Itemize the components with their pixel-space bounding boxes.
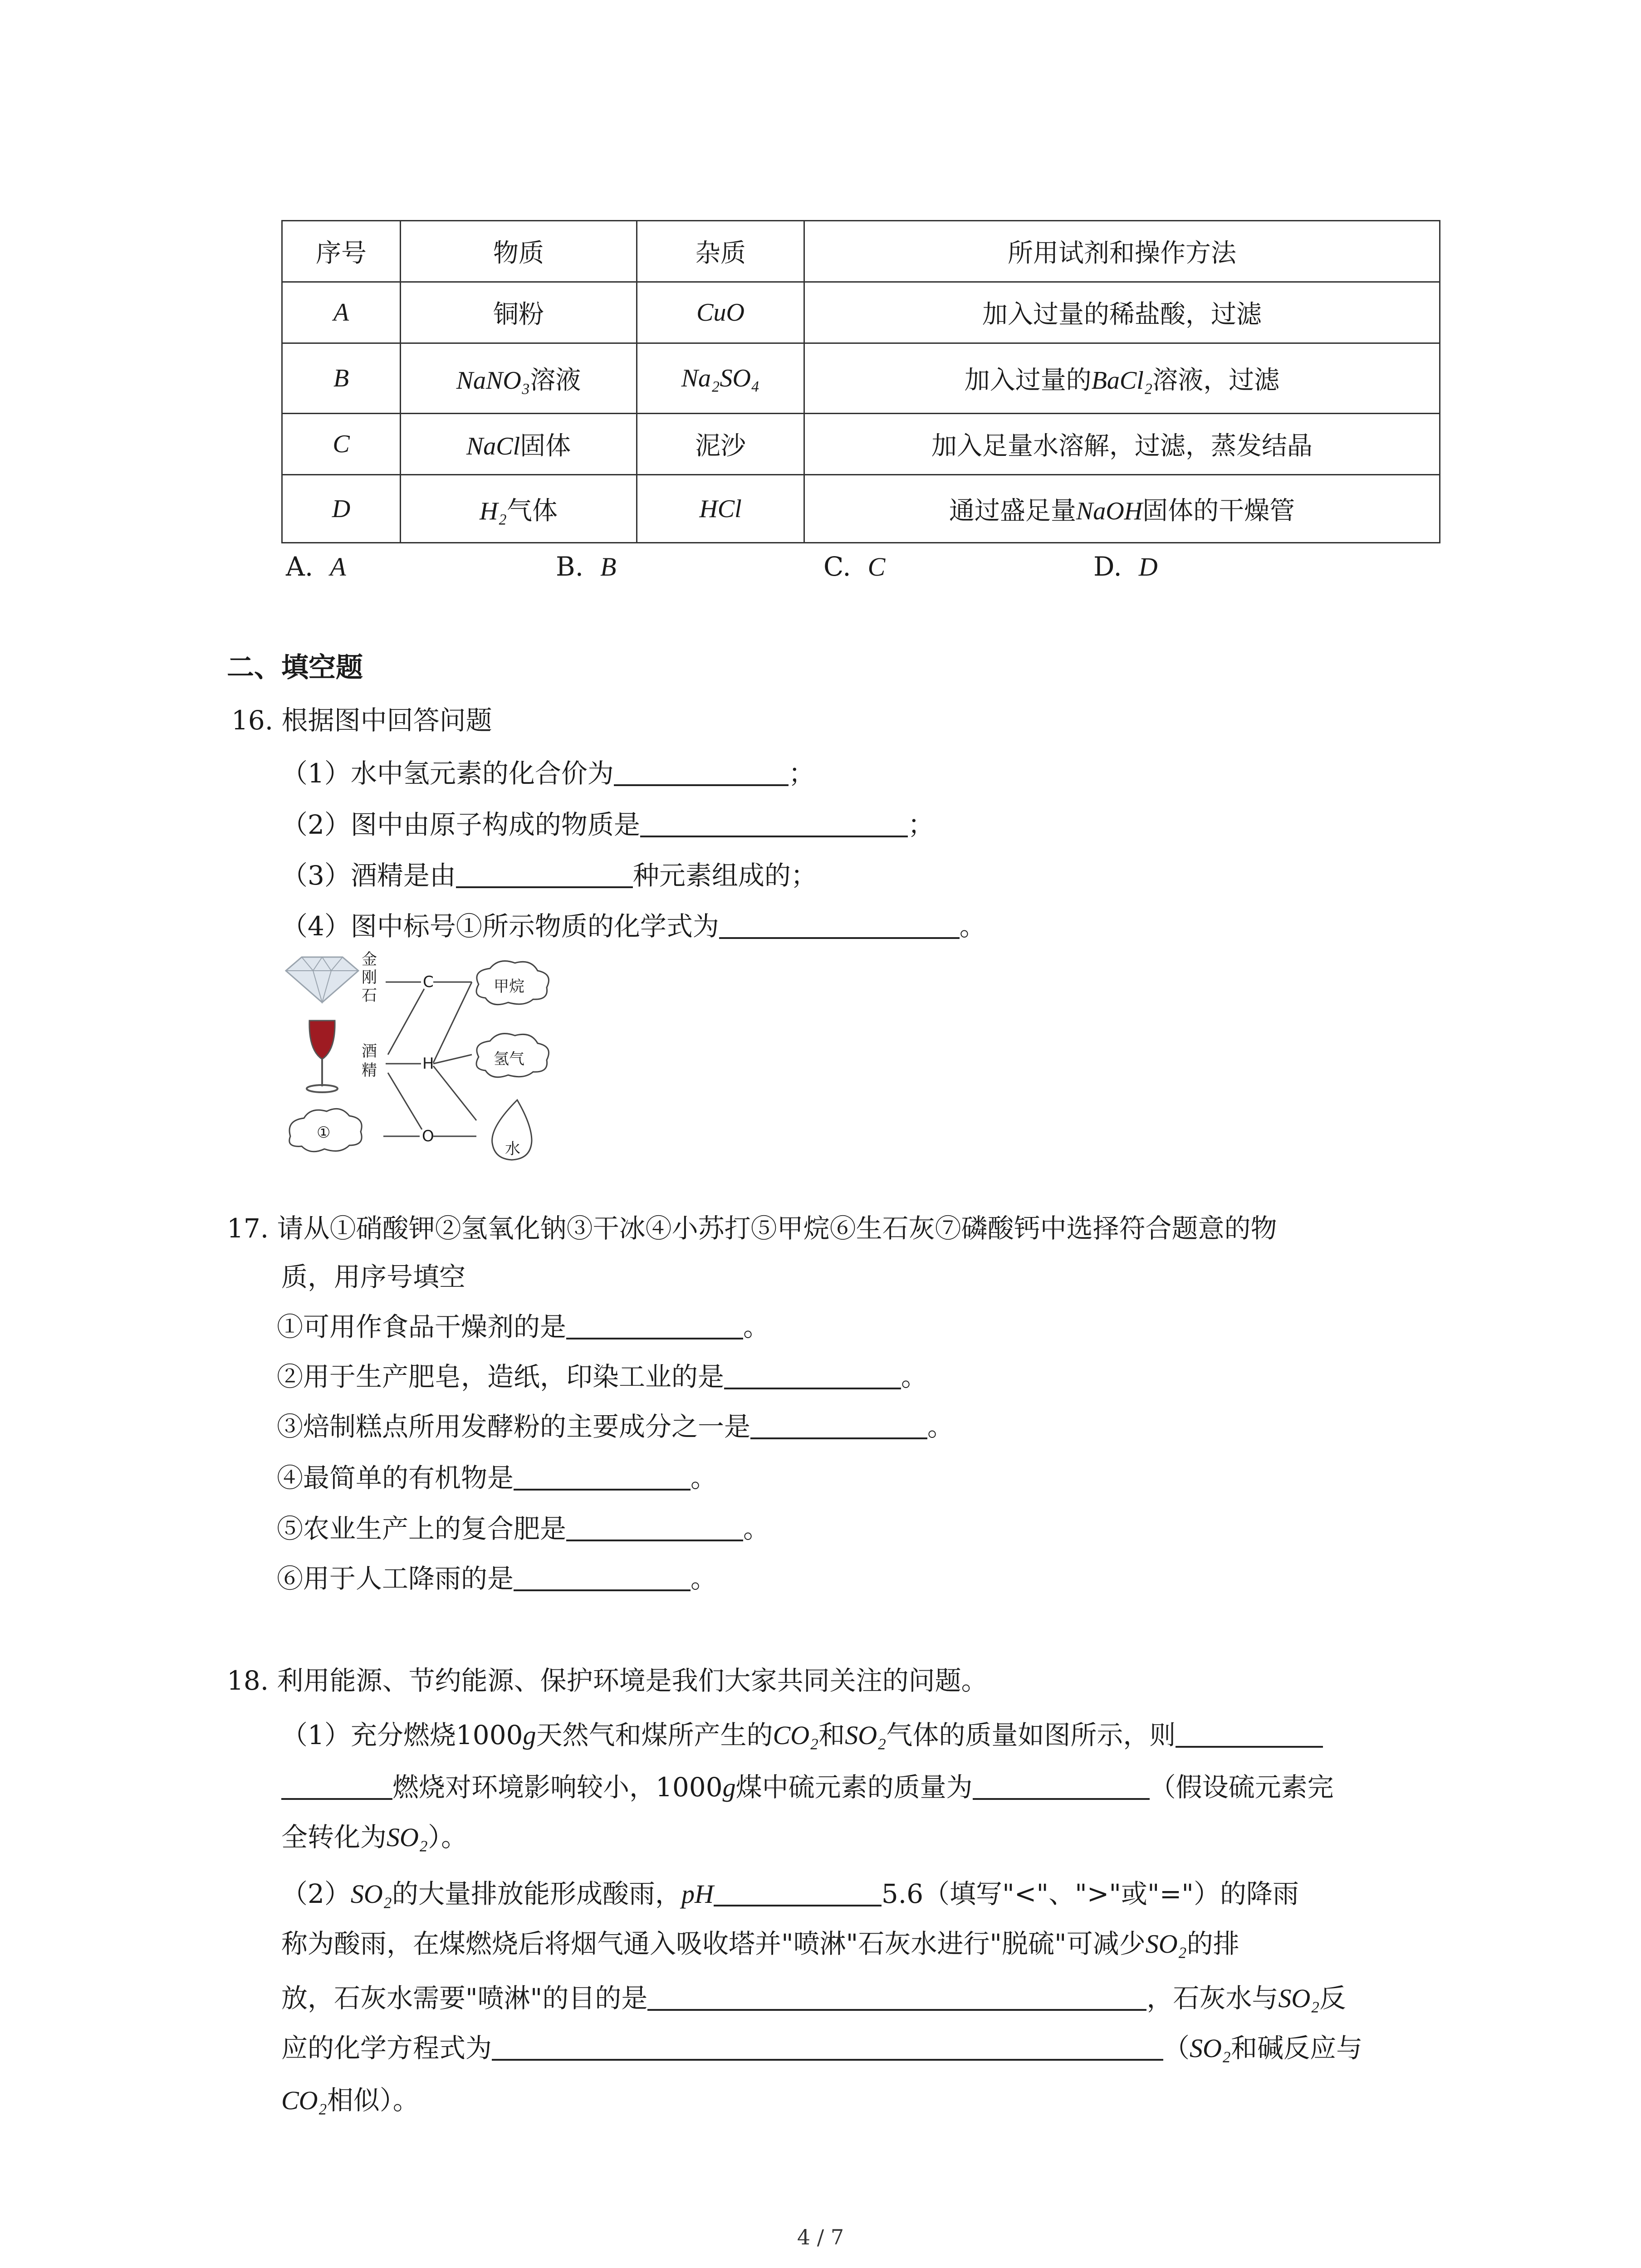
table-header-row: [282, 221, 1440, 282]
formula-so2: SO₂: [1190, 2033, 1231, 2063]
section-title: 二、填空题: [227, 652, 363, 684]
q18-part2-line: [281, 1980, 1346, 2017]
item-text: 。: [691, 1563, 717, 1594]
item-text: 。: [743, 1311, 770, 1342]
method-formula: NaOH: [1076, 497, 1143, 525]
text: 5.6（填写"<"、">"或"="）的降雨: [881, 1878, 1299, 1909]
unit-g: g: [722, 1773, 736, 1802]
item-text: ；: [788, 758, 815, 789]
table-header-cell: 物质: [401, 221, 637, 282]
text: （: [1163, 2033, 1190, 2063]
impurity-removal-table: [281, 220, 1440, 543]
option-value: A: [330, 552, 346, 582]
q16-item: [281, 908, 986, 944]
text: 气体的质量如图所示，则: [886, 1720, 1176, 1750]
carbon-node: C: [423, 973, 434, 991]
row-substance: [401, 343, 637, 414]
q17-item: [277, 1359, 927, 1395]
table-header-cell: 所用试剂和操作方法: [804, 221, 1440, 282]
text: 放，石灰水需要"喷淋"的目的是: [281, 1983, 648, 2014]
row-method: 加入过量的稀盐酸，过滤: [804, 282, 1440, 343]
text: 反: [1319, 1983, 1346, 2014]
substance-suffix: 溶液: [530, 366, 581, 395]
table-row: [282, 475, 1440, 543]
answer-blank[interactable]: [1176, 1718, 1323, 1748]
text: 的大量排放能形成酸雨，: [392, 1878, 681, 1909]
substance-suffix: 固体: [520, 431, 571, 461]
q17-item: [277, 1460, 717, 1496]
diamond-icon: [286, 957, 358, 1002]
answer-blank[interactable]: [614, 756, 789, 786]
q17-item: [277, 1408, 954, 1445]
answer-blank[interactable]: [750, 1409, 927, 1439]
element-diagram: [277, 946, 594, 1173]
item-text: 。: [959, 911, 986, 942]
q17-item: [277, 1560, 717, 1597]
row-id: B: [282, 343, 401, 414]
q18-stem: 18. 利用能源、节约能源、保护环境是我们大家共同关注的问题。: [227, 1665, 988, 1696]
hydrogen-gas-label: 氢气: [494, 1050, 524, 1068]
text: 和: [818, 1720, 845, 1750]
row-id: D: [282, 475, 401, 543]
item-text: ④最简单的有机物是: [277, 1462, 514, 1493]
table-header-cell: 杂质: [637, 221, 804, 282]
answer-blank[interactable]: [973, 1770, 1150, 1800]
text: （假设硫元素完: [1149, 1772, 1334, 1803]
answer-blank[interactable]: [492, 2031, 1163, 2061]
item-text: （4）图中标号①所示物质的化学式为: [281, 911, 719, 942]
method-formula: BaCl₂: [1091, 367, 1153, 395]
answer-blank[interactable]: [566, 1511, 743, 1541]
row-id: A: [282, 282, 401, 343]
item-text: （3）酒精是由: [281, 860, 456, 891]
option-label: A.: [286, 551, 314, 582]
text: ，石灰水与: [1146, 1983, 1279, 2014]
text: （2）: [281, 1878, 351, 1909]
option-c[interactable]: [823, 551, 885, 582]
formula-so2: SO₂: [1145, 1929, 1187, 1959]
substance-formula: NaCl: [466, 432, 520, 460]
item-text: 种元素组成的；: [632, 860, 817, 891]
formula-so2: SO₂: [387, 1823, 428, 1852]
text: 和碱反应与: [1231, 2033, 1363, 2063]
item-text: 。: [927, 1411, 954, 1442]
option-label: D.: [1093, 551, 1122, 582]
method-text: 溶液，过滤: [1152, 366, 1280, 395]
page-number: 4 / 7: [797, 2225, 844, 2249]
option-b[interactable]: [556, 551, 616, 582]
method-text: 加入过量的: [964, 366, 1092, 395]
q18-part2-line: [281, 2030, 1362, 2067]
table-row: [282, 282, 1440, 343]
text: 应的化学方程式为: [281, 2033, 492, 2063]
q17-stem: 质，用序号填空: [281, 1261, 466, 1292]
table-header-cell: 序号: [282, 221, 401, 282]
q16-item: [281, 807, 934, 843]
row-substance: [401, 414, 637, 475]
answer-blank[interactable]: [719, 909, 960, 939]
q18-part1-line: [281, 1819, 467, 1856]
unit-g: g: [523, 1721, 536, 1750]
answer-blank[interactable]: [566, 1310, 743, 1339]
answer-blank[interactable]: [514, 1561, 691, 1591]
answer-blank[interactable]: [514, 1461, 691, 1491]
q17-stem: 17. 请从①硝酸钾②氢氧化钠③干冰④小苏打⑤甲烷⑥生石灰⑦磷酸钙中选择符合题意的物: [227, 1213, 1277, 1244]
option-d[interactable]: [1093, 551, 1158, 582]
item-text: ③焙制糕点所用发酵粉的主要成分之一是: [277, 1411, 751, 1442]
formula-so2: SO₂: [845, 1721, 887, 1750]
q18-part2-line: [281, 1876, 1299, 1912]
q16-stem: 16. 根据图中回答问题: [231, 705, 492, 736]
text: 的排: [1186, 1928, 1239, 1959]
substance-suffix: 气体: [506, 496, 558, 526]
q16-item: [281, 755, 815, 792]
alcohol-label: 酒 精: [362, 1042, 377, 1080]
ph-symbol: pH: [681, 1879, 714, 1909]
option-a[interactable]: [286, 551, 346, 582]
answer-blank[interactable]: [714, 1877, 882, 1906]
diamond-label: 金 刚 石: [362, 950, 377, 1005]
substance-formula: H₂: [480, 497, 507, 525]
row-id: C: [282, 414, 401, 475]
row-method: 加入足量水溶解，过滤，蒸发结晶: [804, 414, 1440, 475]
option-label: B.: [556, 551, 584, 582]
answer-blank[interactable]: [456, 858, 633, 888]
formula-co2: CO₂: [773, 1721, 819, 1750]
answer-blank[interactable]: [640, 807, 908, 837]
answer-blank[interactable]: [647, 1981, 1146, 2011]
methane-label: 甲烷: [494, 978, 524, 996]
option-value: D: [1138, 552, 1158, 582]
item-text: ；: [907, 809, 934, 840]
q17-item: [277, 1510, 769, 1547]
item-text: ②用于生产肥皂，造纸，印染工业的是: [277, 1361, 725, 1392]
row-method: [804, 475, 1440, 543]
q17-item: [277, 1309, 769, 1345]
row-impurity: 泥沙: [637, 414, 804, 475]
text: 全转化为: [281, 1822, 387, 1853]
oxygen-node: O: [422, 1127, 434, 1145]
text: 天然气和煤所产生的: [536, 1720, 773, 1750]
text: 煤中硫元素的质量为: [735, 1772, 973, 1803]
q18-part1-line: [281, 1769, 1334, 1806]
item-text: 。: [691, 1462, 717, 1493]
row-substance: [401, 475, 637, 543]
item-text: ⑥用于人工降雨的是: [277, 1563, 514, 1594]
hydrogen-node: H: [422, 1055, 434, 1073]
unknown-label: ①: [317, 1124, 331, 1142]
method-text: 固体的干燥管: [1142, 496, 1295, 526]
text: 相似）。: [327, 2085, 419, 2116]
table-row: [282, 343, 1440, 414]
formula-so2: SO₂: [1278, 1984, 1320, 2013]
water-label: 水: [505, 1140, 520, 1158]
item-text: （1）水中氢元素的化合价为: [281, 758, 614, 789]
item-text: 。: [743, 1513, 770, 1544]
q18-part1-line: [281, 1717, 1323, 1754]
row-method: [804, 343, 1440, 414]
item-text: ①可用作食品干燥剂的是: [277, 1311, 567, 1342]
text: ）。: [428, 1822, 468, 1853]
table-row: [282, 414, 1440, 475]
answer-blank[interactable]: [281, 1770, 392, 1800]
q18-part2-line: [281, 2082, 419, 2119]
formula-so2: SO₂: [350, 1879, 392, 1909]
item-text: （2）图中由原子构成的物质是: [281, 809, 640, 840]
item-text: 。: [901, 1361, 928, 1392]
text: 称为酸雨，在煤燃烧后将烟气通入吸收塔并"喷淋"石灰水进行"脱硫"可减少: [281, 1928, 1146, 1959]
item-text: ⑤农业生产上的复合肥是: [277, 1513, 567, 1544]
substance-formula: NaNO₃: [456, 367, 530, 395]
option-value: B: [600, 552, 617, 582]
q16-item: [281, 857, 817, 894]
text: （1）充分燃烧1000: [281, 1720, 523, 1750]
answer-blank[interactable]: [724, 1359, 901, 1389]
row-substance: 铜粉: [401, 282, 637, 343]
method-text: 通过盛足量: [949, 496, 1076, 526]
option-label: C.: [823, 551, 851, 582]
wine-glass-icon: [307, 1021, 338, 1092]
text: 燃烧对环境影响较小，1000: [392, 1772, 723, 1803]
row-impurity: Na₂SO₄: [637, 343, 804, 414]
q18-part2-line: [281, 1926, 1239, 1962]
row-impurity: CuO: [637, 282, 804, 343]
formula-co2: CO₂: [281, 2086, 327, 2115]
row-impurity: HCl: [637, 475, 804, 543]
option-value: C: [867, 552, 886, 582]
